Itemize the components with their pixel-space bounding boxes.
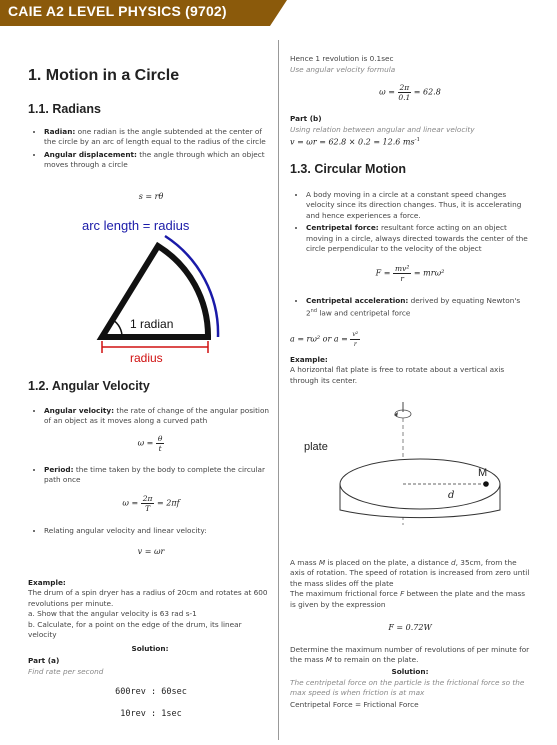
equation-omega	[28, 434, 274, 453]
angvel-bullet	[32, 406, 272, 429]
eq-v2: v = ωr = 62.8 × 0.2 = 12.6 ms	[290, 137, 415, 147]
example-a: a. Show that the angular velocity is 63 rad s-1	[28, 609, 197, 619]
eq-F-den: r	[400, 274, 404, 283]
left-example	[28, 578, 272, 640]
eq-a-1: a = rω² or a =	[290, 334, 351, 344]
subsection-circular-motion: 1.3. Circular Motion	[290, 162, 406, 176]
part-b-label: Part (b)	[290, 114, 322, 123]
max-text-2: between the plate and the mass is given by the expression	[290, 589, 526, 609]
using-relation-text: Using relation between angular and linear velocity	[290, 125, 475, 134]
eq-T-rhs: = 2πf	[157, 498, 180, 508]
equation-s: s = rθ	[138, 192, 164, 201]
mass-text-1: A mass	[290, 558, 319, 567]
eq-w2-den: 0.1	[398, 93, 411, 102]
max-text	[290, 589, 530, 610]
eq-T-den: T	[145, 504, 151, 513]
eq-w-num: θ	[157, 434, 163, 443]
cf-equation-text: Centripetal Force = Frictional Force	[290, 700, 419, 709]
relate-bullet	[32, 526, 272, 538]
circular-bullets	[294, 190, 528, 256]
equation-v: v = ωr	[137, 547, 165, 556]
fig-plate-label: plate	[304, 441, 328, 453]
eq-F-rhs: = mrω²	[413, 268, 445, 278]
determine-1: Determine the maximum number of revolutions of per minute for the mass	[290, 645, 530, 665]
subsection-radians: 1.1. Radians	[28, 102, 101, 116]
eq-v2-sup: -1	[414, 137, 420, 143]
equation-force	[290, 264, 530, 283]
ca-def-1: derived by equating Newton's 2	[306, 296, 521, 318]
mass-d: d	[451, 558, 456, 567]
ca-def-2: law and centripetal force	[317, 308, 411, 318]
eq-T-lhs: ω =	[122, 498, 139, 508]
example-text-2: A horizontal flat plate is free to rotate about a vertical axis through its center.	[290, 365, 505, 385]
plate-figure	[290, 400, 530, 550]
use-formula-text: Use angular velocity formula	[290, 65, 396, 74]
radian-def: one radian is the angle subtended at the center of the circle by an arc of length equal to the radius of the circle	[44, 127, 266, 147]
find-rate-text: Find rate per second	[28, 667, 104, 676]
eq-T-frac	[141, 494, 155, 513]
radian-term: Radian:	[44, 127, 76, 136]
eq-F-num: mv²	[395, 264, 410, 273]
eq-F-lhs: F =	[375, 268, 391, 278]
angvel-def: the rate of change of the angular position of an object as it moves along a curved path	[44, 406, 270, 426]
fig-d-label: d	[448, 490, 455, 501]
fig-arc-label: arc length = radius	[82, 218, 190, 233]
eq-a-num: v²	[352, 331, 359, 338]
eq-T-num: 2π	[142, 494, 153, 503]
max-F: F	[400, 589, 405, 599]
list-item	[44, 465, 272, 486]
mass-M: M	[318, 558, 326, 567]
list-item	[44, 406, 272, 427]
eq-w-frac	[156, 434, 165, 453]
equation-v-2	[290, 137, 420, 147]
fig-radian-label: 1 radian	[130, 317, 174, 331]
equation-accel	[290, 330, 360, 349]
eq-a-den: r	[353, 341, 357, 348]
accel-bullet	[294, 296, 528, 321]
right-example	[290, 355, 530, 386]
eq-w-den: t	[158, 444, 162, 453]
solution-label-2: Solution:	[391, 667, 429, 676]
subsection-angular-velocity: 1.2. Angular Velocity	[28, 379, 150, 393]
centripetal-note: The centripetal force on the particle is the frictional force so the max speed is when friction is at max	[290, 678, 525, 698]
example-label-2: Example:	[290, 355, 328, 364]
cf-def: resultant force acting on an object moving in a circle, always directed towards the center of the circle perpendicular to the velocity of the object	[306, 223, 528, 254]
solution-label: Solution:	[131, 644, 169, 653]
mass-text	[290, 558, 530, 610]
ca-def-sup: nd	[310, 308, 317, 315]
determine-2: to remain on the plate.	[332, 655, 419, 665]
part-a-label: Part (a)	[28, 656, 60, 665]
section-title-motion: 1. Motion in a Circle	[28, 67, 180, 84]
eq-w2-lhs: ω =	[379, 87, 395, 97]
angdisp-term: Angular displacement:	[44, 149, 137, 159]
header-title: CAIE A2 LEVEL PHYSICS (9702)	[8, 3, 227, 19]
eq-w-lhs: ω =	[137, 438, 154, 448]
eq-F-frac	[393, 264, 411, 283]
eq-w2-num: 2π	[399, 83, 410, 92]
column-divider	[278, 40, 279, 740]
determine-M: M	[325, 655, 333, 665]
list-item	[44, 150, 272, 171]
radian-figure	[70, 210, 270, 370]
list-item	[44, 127, 272, 148]
example-text: The drum of a spin dryer has a radius of 20cm and rotates at 600 revolutions per minute.	[28, 588, 268, 608]
mono-line-1: 600rev : 60sec	[115, 687, 187, 697]
list-item: • Relating angular velocity and linear velocity:	[44, 526, 272, 536]
mono-line-2: 10rev : 1sec	[120, 709, 182, 719]
list-item	[306, 296, 528, 319]
equation-F-max: F = 0.72W	[388, 623, 432, 632]
example-b: b. Calculate, for a point on the edge of the drum, its linear velocity	[28, 619, 242, 640]
max-text-1: The maximum frictional force	[290, 589, 401, 599]
hence-text: Hence 1 revolution is 0.1sec	[290, 54, 394, 63]
angdisp-def: the angle through which an object moves through a circle	[44, 149, 265, 170]
determine-text	[290, 645, 530, 666]
period-term: Period:	[44, 465, 74, 474]
period-def: the time taken by the body to complete the circular path once	[44, 465, 265, 485]
ca-term: Centripetal acceleration:	[306, 296, 409, 305]
eq-w2-rhs: = 62.8	[413, 87, 441, 97]
angvel-term: Angular velocity:	[44, 406, 115, 415]
header-banner	[0, 0, 287, 26]
fig-M-label: M	[478, 467, 488, 479]
mass-text-2: is placed on the plate, a distance	[325, 558, 452, 567]
list-item: • A body moving in a circle at a constant speed changes velocity since its direction changes. Thus, it is accelerating and hence experiences a force.	[306, 190, 528, 221]
radians-bullets	[32, 127, 272, 173]
eq-w2-frac	[398, 83, 412, 102]
mass-text-3: , 35cm, from the axis of rotation. The speed of rotation is increased from zero until the mass slides off the plate	[290, 558, 530, 588]
equation-omega-2	[290, 83, 530, 102]
list-item	[306, 223, 528, 254]
period-bullet	[32, 465, 272, 488]
example-label: Example:	[28, 578, 66, 587]
cf-term: Centripetal force:	[306, 223, 379, 233]
eq-a-frac	[350, 330, 360, 349]
fig-radius-label: radius	[130, 351, 163, 365]
equation-period	[28, 494, 274, 513]
